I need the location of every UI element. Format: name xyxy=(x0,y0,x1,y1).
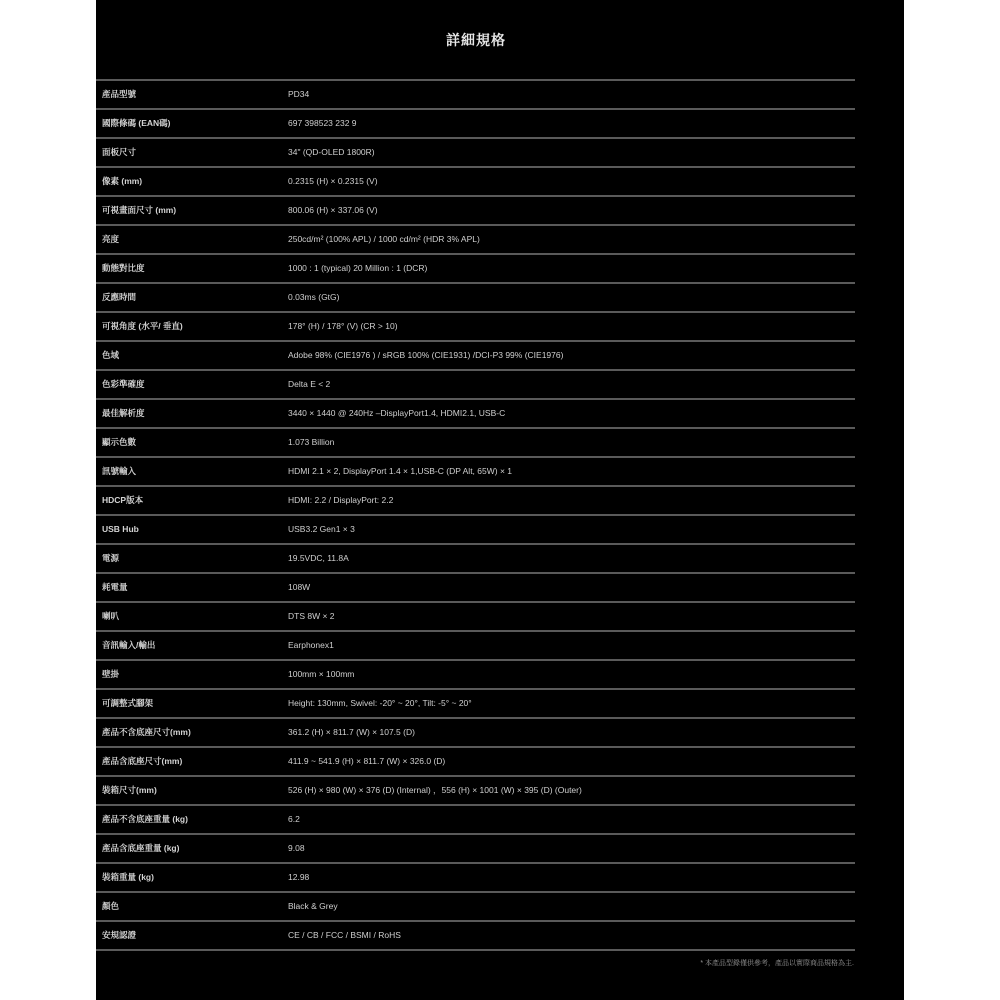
spec-label: 動態對比度 xyxy=(102,263,145,274)
spec-label: 裝箱重量 (kg) xyxy=(102,872,154,883)
spec-value: 108W xyxy=(288,582,311,593)
spec-row-box-weight xyxy=(96,862,855,891)
spec-label: 可視角度 (水平/ 垂直) xyxy=(102,321,183,332)
spec-value: Adobe 98% (CIE1976 ) / sRGB 100% (CIE1931) /DCI-P3 99% (CIE1976) xyxy=(288,350,564,361)
spec-row-display-colors xyxy=(96,427,855,456)
spec-label: 像素 (mm) xyxy=(102,176,143,187)
spec-row-usb-hub xyxy=(96,514,855,543)
spec-label: USB Hub xyxy=(102,524,139,535)
spec-row-weight-no-stand xyxy=(96,804,855,833)
spec-label: 顯示色數 xyxy=(102,437,137,448)
spec-value: Earphonex1 xyxy=(288,640,334,651)
spec-row-brightness xyxy=(96,224,855,253)
spec-label: 耗電量 xyxy=(102,582,128,593)
spec-label: 顏色 xyxy=(102,901,120,912)
spec-label: 可視畫面尺寸 (mm) xyxy=(102,205,177,216)
spec-label: 亮度 xyxy=(102,234,120,245)
spec-row-power xyxy=(96,543,855,572)
spec-value: 526 (H) × 980 (W) × 376 (D) (Internal) ，556 (H) × 1001 (W) × 395 (D) (Outer) xyxy=(288,785,582,796)
spec-label: 訊號輸入 xyxy=(102,466,137,477)
spec-table xyxy=(96,79,855,951)
spec-row-ean xyxy=(96,108,855,137)
spec-value: USB3.2 Gen1 × 3 xyxy=(288,524,355,535)
spec-label: HDCP版本 xyxy=(102,495,144,506)
spec-row-viewing-angle xyxy=(96,311,855,340)
spec-row-pixel-pitch xyxy=(96,166,855,195)
spec-value: Black & Grey xyxy=(288,901,338,912)
spec-value: 9.08 xyxy=(288,843,305,854)
spec-label: 面板尺寸 xyxy=(102,147,137,158)
spec-value: 1.073 Billion xyxy=(288,437,335,448)
spec-label: 壁掛 xyxy=(102,669,120,680)
spec-label: 可調整式腳架 xyxy=(102,698,154,709)
spec-label: 色彩準確度 xyxy=(102,379,145,390)
spec-value: 3440 × 1440 @ 240Hz –DisplayPort1.4, HDMI2.1, USB-C xyxy=(288,408,506,419)
spec-value: 0.03ms (GtG) xyxy=(288,292,340,303)
spec-row-wall-mount xyxy=(96,659,855,688)
spec-row-stand xyxy=(96,688,855,717)
spec-value: 250cd/m² (100% APL) / 1000 cd/m² (HDR 3% APL) xyxy=(288,234,480,245)
spec-label: 產品不含底座尺寸(mm) xyxy=(102,727,191,738)
spec-value: 19.5VDC, 11.8A xyxy=(288,553,349,564)
spec-row-speakers xyxy=(96,601,855,630)
spec-value: 411.9 ~ 541.9 (H) × 811.7 (W) × 326.0 (D) xyxy=(288,756,446,767)
spec-label: 最佳解析度 xyxy=(102,408,145,419)
spec-panel xyxy=(96,0,904,1000)
spec-value: HDMI: 2.2 / DisplayPort: 2.2 xyxy=(288,495,394,506)
spec-value: 100mm × 100mm xyxy=(288,669,355,680)
spec-row-dimensions-with-stand xyxy=(96,746,855,775)
spec-value: 178° (H) / 178° (V) (CR > 10) xyxy=(288,321,398,332)
spec-value: 697 398523 232 9 xyxy=(288,118,357,129)
page-title: 詳細規格 xyxy=(446,32,506,48)
spec-row-resolution xyxy=(96,398,855,427)
spec-row-contrast xyxy=(96,253,855,282)
spec-value: CE / CB / FCC / BSMI / RoHS xyxy=(288,930,401,941)
spec-label: 喇叭 xyxy=(102,611,120,622)
spec-label: 產品含底座重量 (kg) xyxy=(102,843,180,854)
spec-row-power-consumption xyxy=(96,572,855,601)
spec-value: 1000 : 1 (typical) 20 Million : 1 (DCR) xyxy=(288,263,428,274)
spec-value: Height: 130mm, Swivel: -20° ~ 20°, Tilt: -5° ~ 20° xyxy=(288,698,472,709)
spec-label: 產品不含底座重量 (kg) xyxy=(102,814,188,825)
spec-label: 國際條碼 (EAN碼) xyxy=(102,118,171,129)
spec-label: 安規認證 xyxy=(102,930,137,941)
spec-row-viewable-area xyxy=(96,195,855,224)
spec-row-box-dimensions xyxy=(96,775,855,804)
spec-label: 產品含底座尺寸(mm) xyxy=(102,756,183,767)
spec-value: 6.2 xyxy=(288,814,300,825)
spec-row-panel-size xyxy=(96,137,855,166)
spec-label: 反應時間 xyxy=(102,292,137,303)
spec-value: HDMI 2.1 × 2, DisplayPort 1.4 × 1,USB-C (DP Alt, 65W) × 1 xyxy=(288,466,512,477)
spec-row-certifications xyxy=(96,920,855,951)
spec-label: 音訊輸入/輸出 xyxy=(102,640,156,651)
spec-value: 12.98 xyxy=(288,872,310,883)
spec-row-color xyxy=(96,891,855,920)
spec-value: 34" (QD-OLED 1800R) xyxy=(288,147,375,158)
spec-value: 800.06 (H) × 337.06 (V) xyxy=(288,205,378,216)
disclaimer-footnote: * 本產品型錄僅供參考，產品以實際商品規格為主. xyxy=(700,960,854,967)
spec-row-audio-io xyxy=(96,630,855,659)
spec-label: 裝箱尺寸(mm) xyxy=(102,785,157,796)
spec-row-weight-with-stand xyxy=(96,833,855,862)
spec-value: Delta E < 2 xyxy=(288,379,331,390)
spec-label: 色域 xyxy=(102,350,120,361)
spec-row-response-time xyxy=(96,282,855,311)
spec-row-color-accuracy xyxy=(96,369,855,398)
spec-row-signal-input xyxy=(96,456,855,485)
spec-row-dimensions-no-stand xyxy=(96,717,855,746)
spec-value: 361.2 (H) × 811.7 (W) × 107.5 (D) xyxy=(288,727,415,738)
spec-label: 電源 xyxy=(102,553,120,564)
spec-row-hdcp xyxy=(96,485,855,514)
spec-value: PD34 xyxy=(288,89,310,100)
spec-value: 0.2315 (H) × 0.2315 (V) xyxy=(288,176,378,187)
spec-value: DTS 8W × 2 xyxy=(288,611,335,622)
spec-row-model xyxy=(96,79,855,108)
spec-row-color-gamut xyxy=(96,340,855,369)
spec-label: 產品型號 xyxy=(102,89,137,100)
